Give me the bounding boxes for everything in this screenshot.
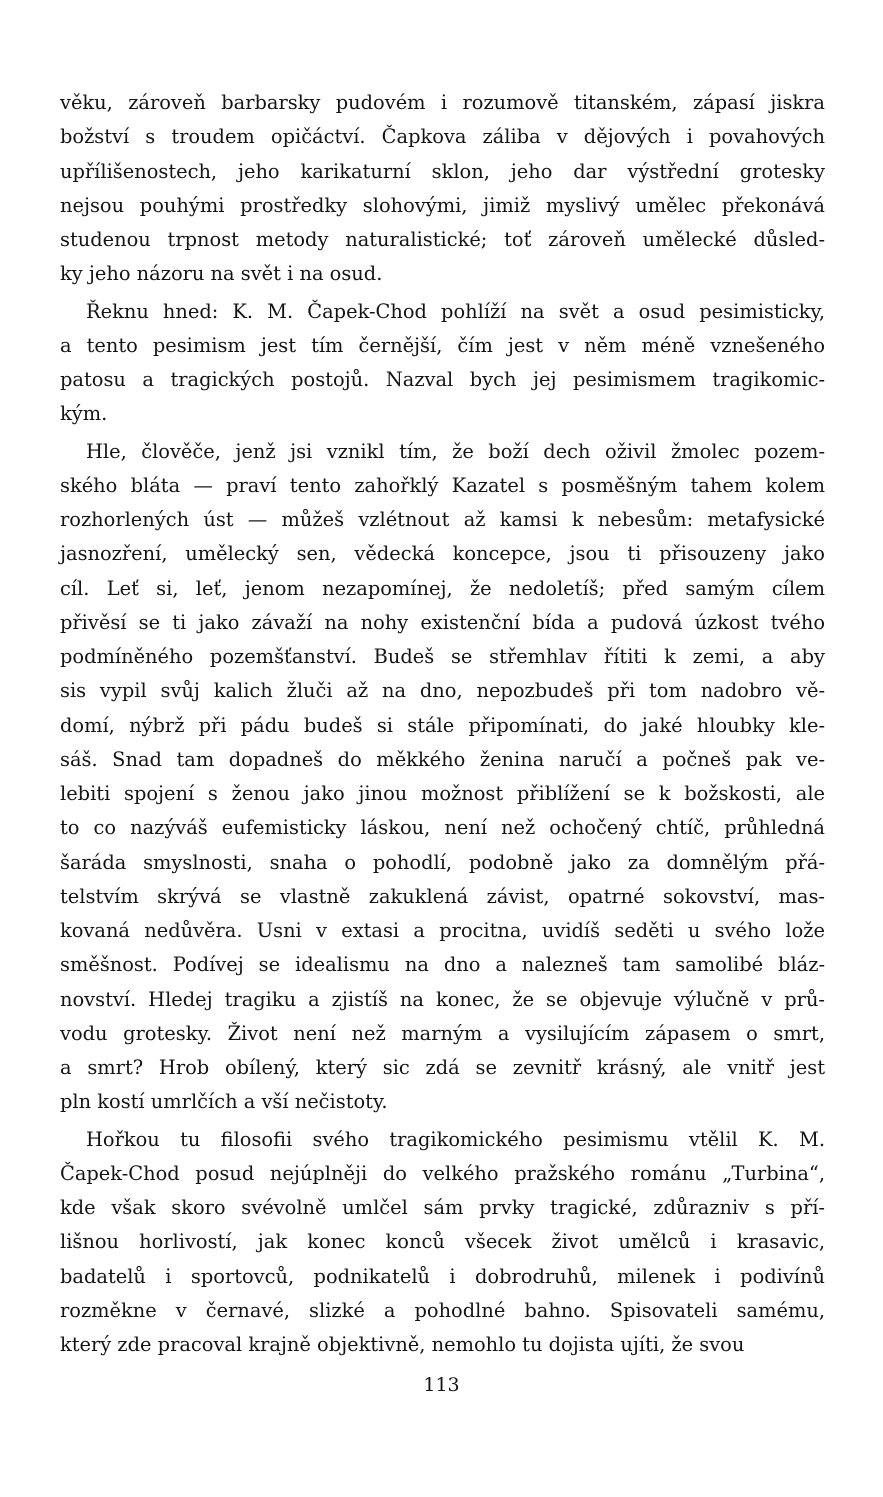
text-line: věku, zároveň barbarsky pudovém i rozumově titanském, zápasí jiskra [60,91,825,114]
text-line: lišnou horlivostí, jak konec konců všecek život umělců i krasavic, [60,1230,825,1254]
text-line: směšnost. Podívej se idealismu na dno a nalezneš tam samolibé bláz- [60,953,825,977]
text-line: vodu grotesky. Život není než marným a vysilujícím zápasem o smrt, [60,1021,825,1045]
page-number: 113 [423,1374,460,1396]
text-line: kovaná nedůvěra. Usni v extasi a procitna, uvidíš seděti u svého lože [60,919,825,942]
text-line: jasnozření, umělecký sen, vědecká koncepce, jsou ti přisouzeny jako [60,542,825,566]
text-line: který zde pracoval krajně objektivně, nemohlo tu dojista ujíti, že svou [60,1333,745,1356]
text-line: badatelů i sportovců, podnikatelů i dobrodruhů, milenek i podivínů [60,1264,825,1288]
text-line: rozhorlených úst — můžeš vzlétnout až kamsi k nebesům: metafysické [60,508,825,531]
text-line: Hořkou tu filosofii svého tragikomického pesimismu vtělil K. M. [86,1127,825,1151]
text-line: pln kostí umrlčích a vší nečistoty. [60,1090,388,1114]
text-line: kde však skoro svévolně umlčel sám prvky tragické, zdůrazniv s pří- [60,1196,825,1219]
text-line: ského bláta — praví tento zahořklý Kazatel s posměšným tahem kolem [60,473,825,497]
paragraph [60,435,825,1120]
text-line: a smrt? Hrob obílený, který sic zdá se zevnitř krásný, ale vnitř jest [60,1056,825,1079]
paragraph [60,86,825,292]
text-line: studenou trpnost metody naturalistické; toť zároveň umělecké důsled- [60,228,825,251]
paragraph [60,295,825,432]
text-line: přivěsí se ti jako závaží na nohy existenční bída a pudová úzkost tvého [60,610,825,634]
text-line: sáš. Snad tam dopadneš do měkkého ženina naručí a počneš pak ve- [60,747,825,771]
text-line: božství s troudem opičáctví. Čapkova záliba v dějových i povahových [60,125,825,149]
text-line: nejsou pouhými prostředky slohovými, jimiž myslivý umělec překonává [60,193,825,217]
body-text [60,86,825,1362]
text-line: cíl. Leť si, leť, jenom nezapomínej, že nedoletíš; před samým cílem [60,576,825,600]
paragraph [60,1123,825,1363]
text-line: kým. [60,402,108,426]
text-line: ky jeho názoru na svět i na osud. [60,262,383,286]
text-line: Řeknu hned: K. M. Čapek-Chod pohlíží na svět a osud pesimisticky, [86,299,825,323]
text-line: lebiti spojení s ženou jako jinou možnost přiblížení se k božskosti, ale [60,782,825,805]
text-line: rozměkne v černavé, slizké a pohodlné bahno. Spisovateli samému, [60,1298,825,1322]
text-line: šaráda smyslnosti, snaha o pohodlí, podobně jako za domnělým přá- [60,850,825,874]
text-line: sis vypil svůj kalich žluči až na dno, nepozbudeš při tom nadobro vě- [60,679,825,703]
text-line: podmíněného pozemšťanství. Budeš se střemhlav řítiti k zemi, a aby [60,645,825,668]
text-line: domí, nýbrž při pádu budeš si stále připomínati, do jaké hloubky kle- [60,713,825,737]
text-line: patosu a tragických postojů. Nazval bych jej pesimismem tragikomic- [60,368,825,391]
text-line: Hle, člověče, jenž jsi vznikl tím, že boží dech oživil žmolec pozem- [86,439,825,463]
text-line: a tento pesimism jest tím černější, čím jest v něm méně vznešeného [60,333,825,357]
text-line: upřílišenostech, jeho karikaturní sklon, jeho dar výstřední grotesky [60,159,825,183]
text-line: novství. Hledej tragiku a zjistíš na konec, že se objevuje výlučně v prů- [60,987,825,1011]
text-line: to co nazýváš eufemisticky láskou, není než ochočený chtíč, průhledná [60,816,825,840]
text-line: telstvím skrývá se vlastně zakuklená závist, opatrné sokovství, mas- [60,884,825,908]
text-line: Čapek-Chod posud nejúplněji do velkého pražského románu „Turbina“, [60,1161,825,1185]
